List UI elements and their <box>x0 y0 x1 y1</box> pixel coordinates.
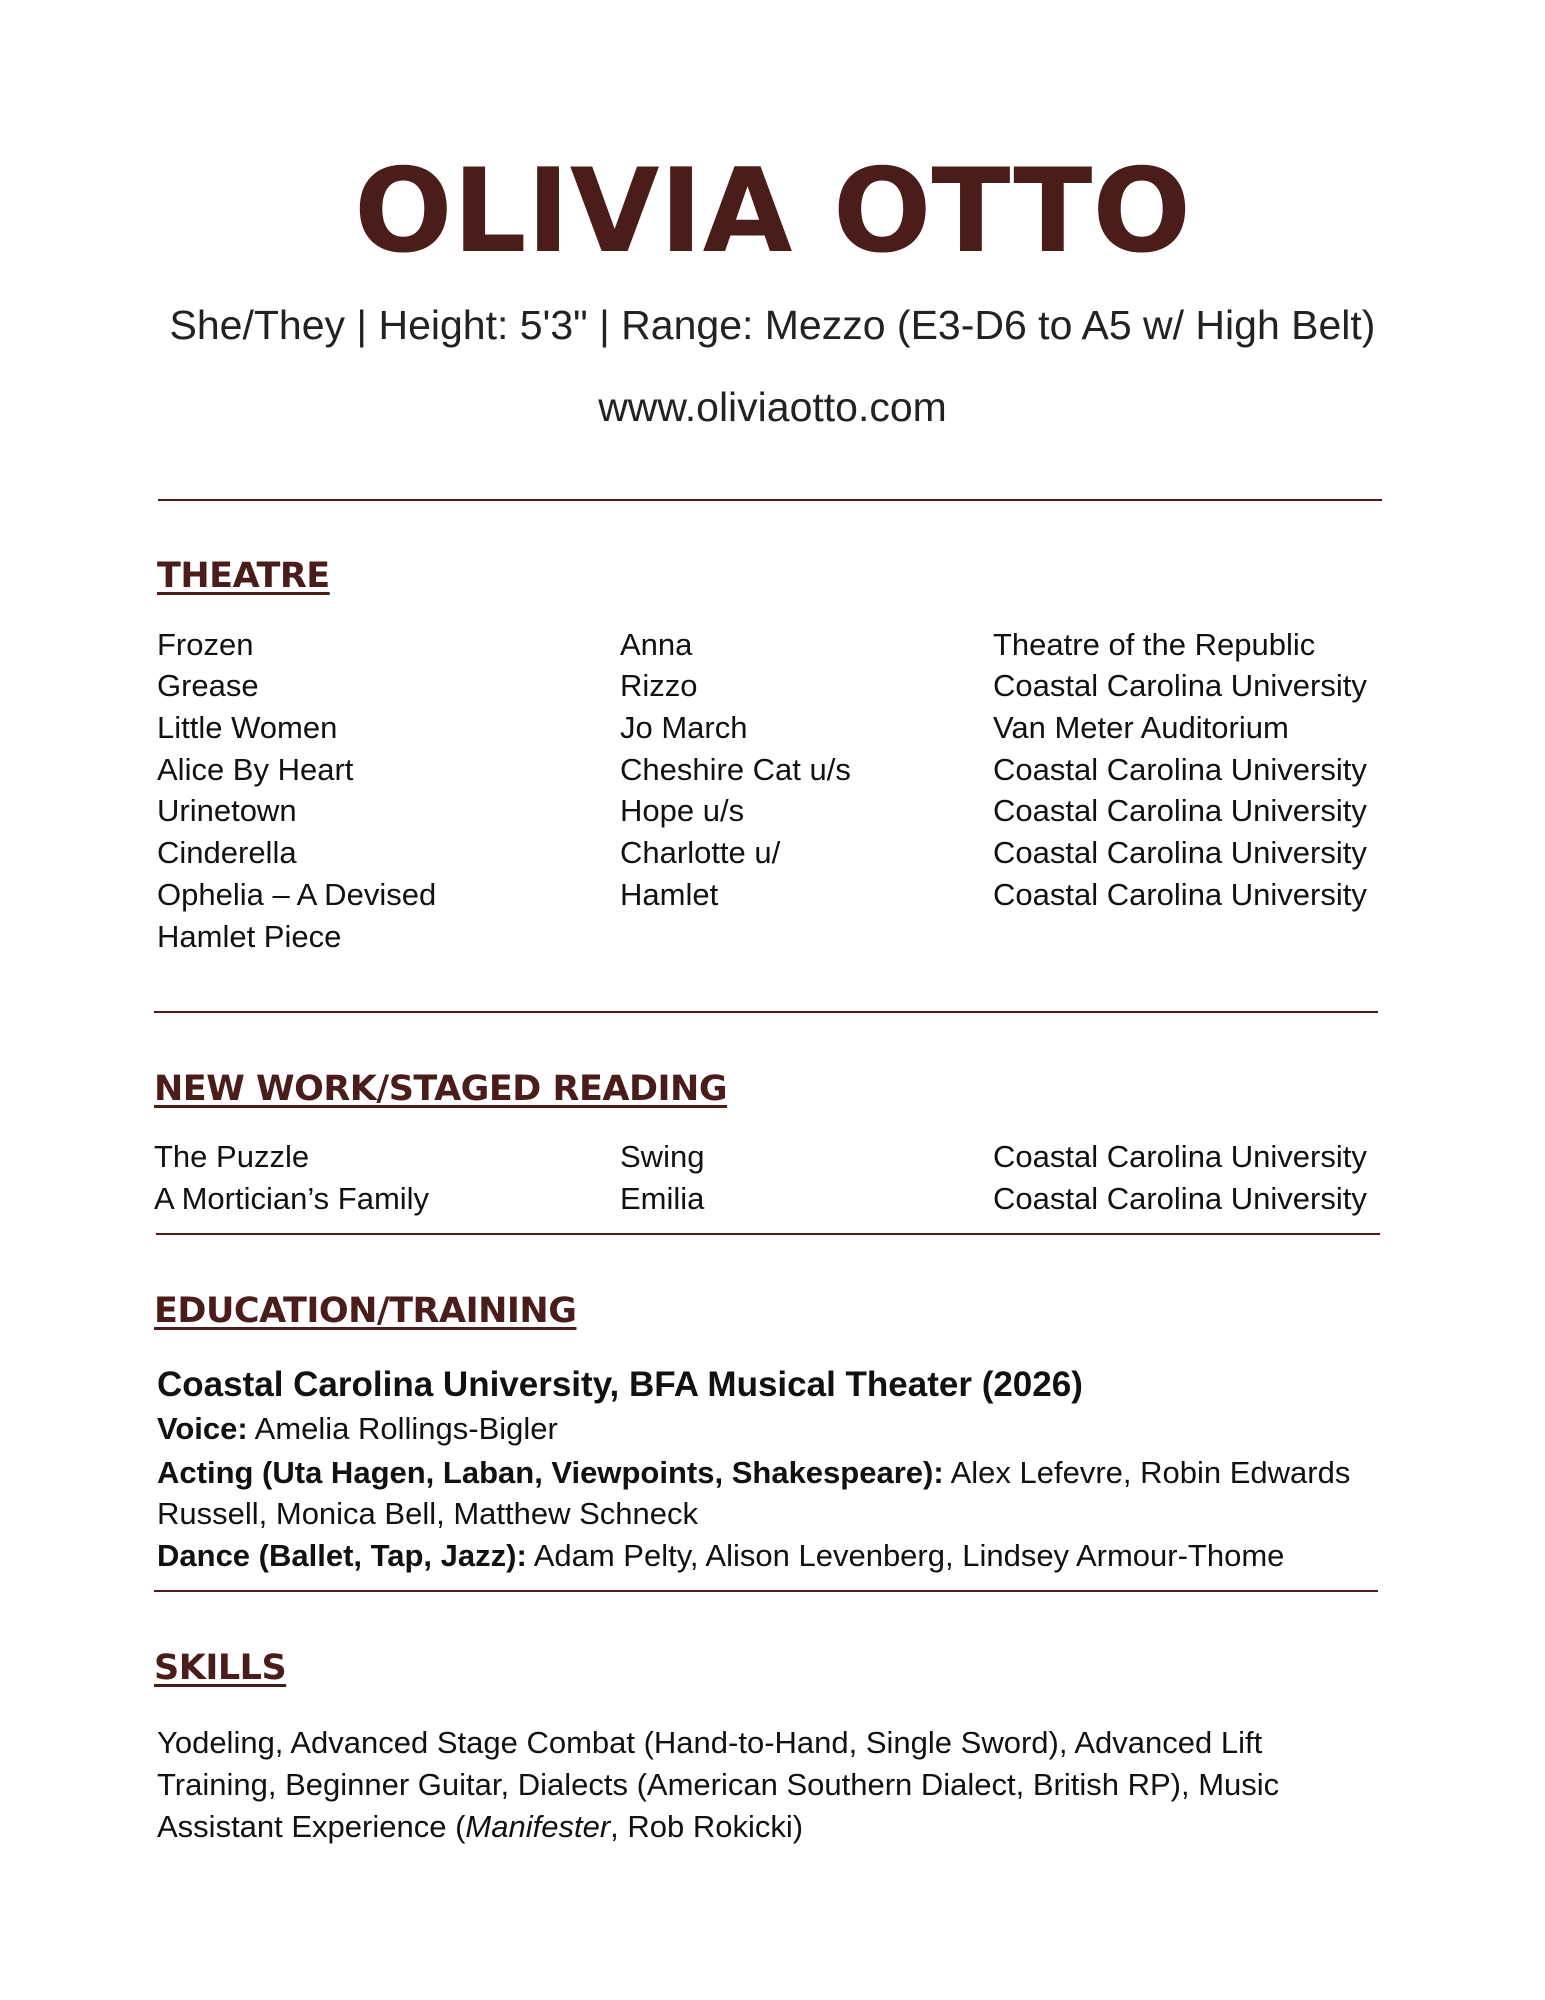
voice-label: Voice: <box>157 1411 248 1446</box>
theatre-venue: Coastal Carolina University <box>993 835 1367 870</box>
new-work-venue: Coastal Carolina University <box>993 1139 1367 1174</box>
divider <box>156 1233 1380 1235</box>
theatre-venue: Van Meter Auditorium <box>993 710 1289 745</box>
theatre-role: Cheshire Cat u/s <box>620 752 851 787</box>
theatre-venue: Coastal Carolina University <box>993 752 1367 787</box>
voice-training <box>157 1408 1387 1449</box>
theatre-show: Ophelia – A Devised Hamlet Piece <box>157 877 437 954</box>
new-work-venue: Coastal Carolina University <box>993 1181 1367 1216</box>
divider <box>154 1590 1378 1592</box>
voice-teachers: Amelia Rollings-Bigler <box>254 1411 558 1446</box>
theatre-show: Frozen <box>157 627 254 662</box>
website-link[interactable]: www.oliviaotto.com <box>598 384 947 430</box>
section-heading-skills: SKILLS <box>154 1648 287 1688</box>
new-work-show: The Puzzle <box>154 1139 310 1174</box>
new-work-role: Emilia <box>620 1181 705 1216</box>
acting-label: Acting (Uta Hagen, Laban, Viewpoints, Shakespeare): <box>157 1455 944 1490</box>
theatre-role: Rizzo <box>620 668 698 703</box>
section-heading-theatre: THEATRE <box>157 556 330 596</box>
theatre-role: Jo March <box>620 710 748 745</box>
skills-text-part: , Rob Rokicki) <box>610 1809 804 1844</box>
theatre-venue: Coastal Carolina University <box>993 793 1367 828</box>
school-degree: Coastal Carolina University, BFA Musical Theater (2026) <box>157 1365 1083 1404</box>
theatre-show: Urinetown <box>157 793 297 828</box>
divider <box>154 1011 1378 1013</box>
dance-label: Dance (Ballet, Tap, Jazz): <box>157 1538 527 1573</box>
resume-name: OLIVIA OTTO <box>354 144 1191 279</box>
theatre-show: Alice By Heart <box>157 752 354 787</box>
personal-details: She/They | Height: 5'3" | Range: Mezzo (E3-D6 to A5 w/ High Belt) <box>169 302 1376 348</box>
theatre-venue: Coastal Carolina University <box>993 668 1367 703</box>
acting-training <box>157 1452 1387 1534</box>
theatre-role: Charlotte u/ <box>620 835 781 870</box>
acting-teachers: Alex Lefevre, Robin Edwards Russell, Monica Bell, Matthew Schneck <box>157 1455 1351 1531</box>
divider <box>158 499 1382 501</box>
theatre-venue: Coastal Carolina University <box>993 877 1367 912</box>
theatre-show: Grease <box>157 668 259 703</box>
skills-text-part: Yodeling, Advanced Stage Combat (Hand-to-Hand, Single Sword), Advanced Lift Training, Beginner Guitar, Dialects (American Southern Dialect, British RP), Music Assistant Experience ( <box>157 1725 1280 1844</box>
theatre-venue: Theatre of the Republic <box>993 627 1316 662</box>
section-heading-education: EDUCATION/TRAINING <box>154 1291 577 1331</box>
theatre-role: Anna <box>620 627 693 662</box>
skills-text <box>157 1722 1307 1848</box>
dance-teachers: Adam Pelty, Alison Levenberg, Lindsey Armour-Thome <box>533 1538 1285 1573</box>
theatre-role: Hamlet <box>620 877 719 912</box>
new-work-show: A Mortician’s Family <box>154 1181 430 1216</box>
theatre-role: Hope u/s <box>620 793 745 828</box>
theatre-show: Cinderella <box>157 835 297 870</box>
skills-italic-title: Manifester <box>465 1809 611 1844</box>
section-heading-new-work: NEW WORK/STAGED READING <box>154 1069 728 1109</box>
theatre-show: Little Women <box>157 710 338 745</box>
dance-training <box>157 1535 1387 1576</box>
new-work-role: Swing <box>620 1139 705 1174</box>
